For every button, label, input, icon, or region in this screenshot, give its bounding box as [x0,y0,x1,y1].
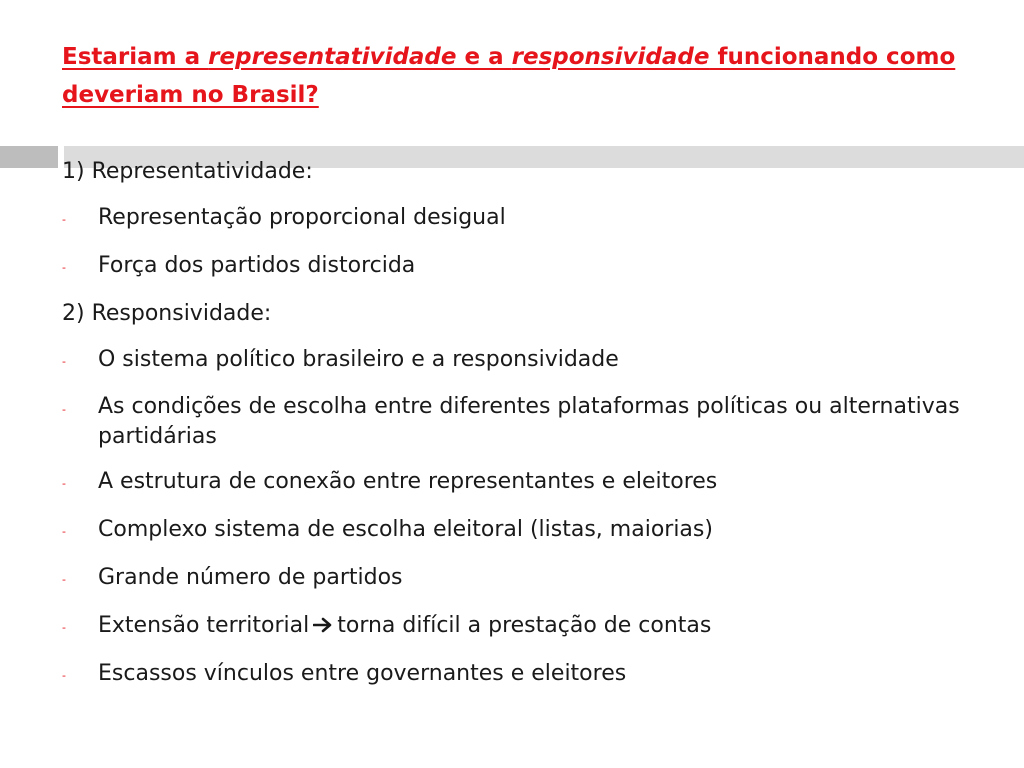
list-item [62,344,962,378]
title-text-part3: e a [456,44,512,70]
dash-bullet-icon: - [62,477,66,490]
list-item-text: Representação proporcional desigual [98,205,506,230]
decorative-bar-left [0,146,58,168]
list-item [62,250,962,284]
dash-bullet-icon: - [62,525,66,538]
list-item [62,202,962,236]
list-item-text: Complexo sistema de escolha eleitoral (listas, maiorias) [98,517,713,542]
dash-bullet-icon: - [62,573,66,586]
section-heading-responsividade: 2) Responsividade: [62,301,272,326]
list-item [62,466,962,500]
section-heading-representatividade: 1) Representatividade: [62,159,313,184]
title-text-responsividade: responsividade [511,44,710,70]
list-item-text: Grande número de partidos [98,565,403,590]
list-item-text: A estrutura de conexão entre representantes e eleitores [98,469,718,494]
dash-bullet-icon: - [62,621,66,634]
slide-title [62,38,962,114]
arrow-item-after: torna difícil a prestação de contas [337,613,712,638]
list-item [62,562,962,596]
list-item [62,610,962,644]
title-text-part1: Estariam a [62,44,209,70]
list-item-text: Força dos partidos distorcida [98,253,416,278]
title-text-part5: funcionando como deveriam no Brasil? [62,44,956,108]
list-item-text: As condições de escolha entre diferentes plataformas políticas ou alternativas partidárias [98,394,960,449]
dash-bullet-icon: - [62,355,66,368]
dash-bullet-icon: - [62,669,66,682]
right-arrow-icon [313,610,333,642]
list-item [62,514,962,548]
dash-bullet-icon: - [62,261,66,274]
list-item-text: O sistema político brasileiro e a responsividade [98,347,619,372]
list-item-text-arrow [98,610,711,642]
title-text-representatividade: representatividade [208,44,457,70]
dash-bullet-icon: - [62,213,66,226]
arrow-item-before: Extensão territorial [98,613,310,638]
list-item [62,658,962,692]
slide-content [62,156,962,706]
list-item [62,392,962,452]
list-item-text: Escassos vínculos entre governantes e eleitores [98,661,627,686]
dash-bullet-icon: - [62,403,66,416]
